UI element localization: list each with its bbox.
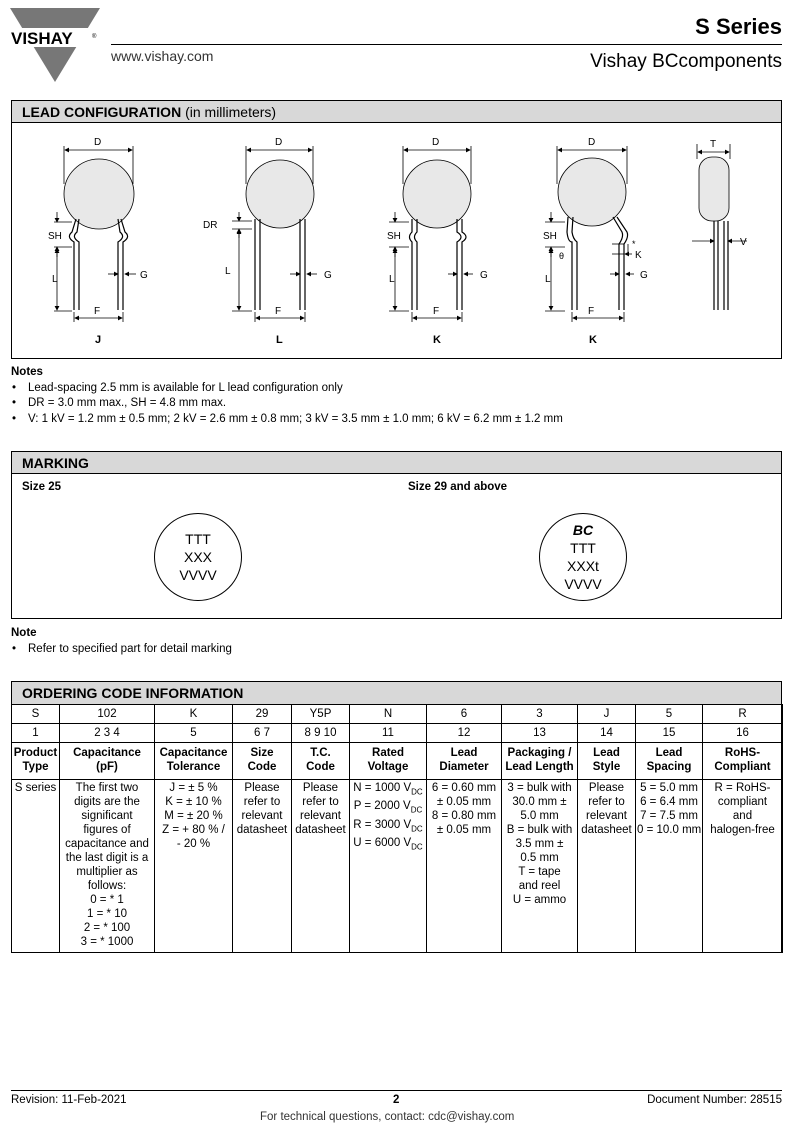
- size25-label: Size 25: [22, 481, 61, 493]
- lead-config-notes: Notes • Lead-spacing 2.5 mm is available for L lead configuration only • DR = 3.0 mm max., SH = 4.8 mm max. • V: 1 kV = 1.2 mm ± 0.5 mm; 2 kV = 2.6 mm ± 0.8 mm; 3 kV = 3.5 mm ± 1.0 mm; 6 kV = 6.2 mm ± 1.2 mm: [11, 365, 563, 427]
- svg-text:D: D: [432, 137, 440, 148]
- marking-title: MARKING: [12, 452, 781, 474]
- table-cell: Please refer to relevant datasheet: [578, 780, 636, 953]
- table-cell: Capacitance Tolerance: [155, 743, 233, 780]
- svg-text:SH: SH: [48, 231, 62, 242]
- svg-text:SH: SH: [543, 231, 557, 242]
- table-cell: Product Type: [12, 743, 60, 780]
- footer-page-number: 2: [393, 1094, 400, 1106]
- svg-text:G: G: [140, 270, 148, 281]
- table-cell: The first two digits are the significant figures of capacitance and the last digit is a multiplier as follows: 0 = * 1 1 = * 10 2 = * 100 3 = * 1000: [60, 780, 155, 953]
- svg-text:L: L: [276, 334, 283, 346]
- lead-config-diagrams: [12, 124, 781, 359]
- table-cell: 1: [12, 724, 60, 743]
- footer-document-number: Document Number: 28515: [647, 1094, 782, 1106]
- footer-rule: [11, 1090, 782, 1091]
- series-title: S Series: [695, 14, 782, 39]
- logo-text: VISHAY: [11, 29, 73, 48]
- table-cell: 15: [636, 724, 703, 743]
- table-cell: 5: [155, 724, 233, 743]
- table-cell: 8 9 10: [292, 724, 350, 743]
- diagram-side-view: [692, 139, 747, 310]
- header-rule: [111, 44, 782, 45]
- table-cell: 14: [578, 724, 636, 743]
- svg-text:D: D: [94, 137, 102, 148]
- svg-text:L: L: [225, 266, 231, 277]
- table-cell: Capacitance (pF): [60, 743, 155, 780]
- svg-text:L: L: [52, 274, 58, 285]
- table-cell: Please refer to relevant datasheet: [233, 780, 292, 953]
- table-cell: Packaging / Lead Length: [502, 743, 578, 780]
- table-cell: 102: [60, 705, 155, 724]
- note-item: • Lead-spacing 2.5 mm is available for L lead configuration only: [11, 381, 563, 397]
- table-row-code: [12, 705, 783, 724]
- note-item: • Refer to specified part for detail marking: [11, 642, 232, 658]
- svg-text:*: *: [632, 239, 636, 249]
- diagram-k-theta: [543, 137, 648, 346]
- table-cell: 12: [427, 724, 502, 743]
- table-cell: S series: [12, 780, 60, 953]
- table-cell: K: [155, 705, 233, 724]
- svg-text:T: T: [710, 139, 717, 150]
- table-row-position: [12, 724, 783, 743]
- diagram-j: [48, 137, 148, 346]
- table-cell: 13: [502, 724, 578, 743]
- table-cell: Please refer to relevant datasheet: [292, 780, 350, 953]
- svg-text:θ: θ: [559, 251, 565, 261]
- footer-revision: Revision: 11-Feb-2021: [11, 1094, 127, 1106]
- size29-label: Size 29 and above: [408, 481, 508, 493]
- svg-text:F: F: [433, 306, 440, 317]
- table-cell: Size Code: [233, 743, 292, 780]
- ordering-table: [11, 704, 783, 953]
- svg-text:G: G: [640, 270, 648, 281]
- table-cell: Lead Spacing: [636, 743, 703, 780]
- table-cell: R: [703, 705, 783, 724]
- table-cell: 16: [703, 724, 783, 743]
- svg-text:G: G: [324, 270, 332, 281]
- lead-config-section: [11, 100, 782, 359]
- svg-text:K: K: [589, 334, 597, 346]
- table-cell: 6 7: [233, 724, 292, 743]
- table-cell: N: [350, 705, 427, 724]
- table-row-detail: [12, 780, 783, 953]
- table-cell: 6 = 0.60 mm ± 0.05 mm 8 = 0.80 mm ± 0.05 mm: [427, 780, 502, 953]
- table-cell: Rated Voltage: [350, 743, 427, 780]
- ordering-section: [11, 681, 782, 953]
- marking-section: [11, 451, 782, 619]
- ordering-title: ORDERING CODE INFORMATION: [12, 682, 781, 704]
- svg-text:J: J: [95, 334, 102, 346]
- table-cell: S: [12, 705, 60, 724]
- svg-text:L: L: [545, 274, 551, 285]
- table-cell: Y5P: [292, 705, 350, 724]
- table-cell: Lead Diameter: [427, 743, 502, 780]
- table-cell: J = ± 5 % K = ± 10 % M = ± 20 % Z = + 80 % / - 20 %: [155, 780, 233, 953]
- table-cell: Lead Style: [578, 743, 636, 780]
- website-link[interactable]: www.vishay.com: [111, 48, 214, 64]
- vishay-logo: [10, 8, 100, 82]
- table-cell: R = RoHS- compliant and halogen-free: [703, 780, 783, 953]
- table-cell: T.C. Code: [292, 743, 350, 780]
- svg-text:G: G: [480, 270, 488, 281]
- footer-contact: For technical questions, contact: cdc@vishay.com: [260, 1111, 515, 1123]
- table-cell: J: [578, 705, 636, 724]
- svg-text:F: F: [94, 306, 101, 317]
- svg-text:L: L: [389, 274, 395, 285]
- table-row-header: [12, 743, 783, 780]
- svg-text:®: ®: [92, 34, 97, 40]
- marking-circle-size25: TTT XXX VVVV: [154, 513, 242, 601]
- svg-text:K: K: [635, 250, 642, 261]
- table-cell: N = 1000 $V_{DC}$ P = 2000 $V_{DC}$ R = 3000 $V_{DC}$ U = 6000 $V_{DC}$: [350, 780, 427, 953]
- diagram-k: [387, 137, 488, 346]
- svg-text:F: F: [588, 306, 595, 317]
- svg-text:DR: DR: [203, 220, 218, 231]
- marking-notes: Note • Refer to specified part for detail marking: [11, 626, 232, 657]
- table-cell: 11: [350, 724, 427, 743]
- svg-text:F: F: [275, 306, 282, 317]
- note-item: • V: 1 kV = 1.2 mm ± 0.5 mm; 2 kV = 2.6 mm ± 0.8 mm; 3 kV = 3.5 mm ± 1.0 mm; 6 kV = 6.2 mm ± 1.2 mm: [11, 412, 563, 428]
- svg-text:K: K: [433, 334, 441, 346]
- table-cell: 5: [636, 705, 703, 724]
- marking-circle-size29: BC TTT XXXt VVVV: [539, 513, 627, 601]
- company-name: Vishay BCcomponents: [590, 51, 782, 72]
- table-cell: 3 = bulk with 30.0 mm ± 5.0 mm B = bulk with 3.5 mm ± 0.5 mm T = tape and reel U = ammo: [502, 780, 578, 953]
- table-cell: 6: [427, 705, 502, 724]
- diagram-l: [203, 137, 332, 346]
- table-cell: 29: [233, 705, 292, 724]
- table-cell: 5 = 5.0 mm 6 = 6.4 mm 7 = 7.5 mm 0 = 10.0 mm: [636, 780, 703, 953]
- table-cell: 3: [502, 705, 578, 724]
- svg-text:D: D: [275, 137, 283, 148]
- table-cell: 2 3 4: [60, 724, 155, 743]
- svg-text:V: V: [740, 237, 747, 248]
- lead-config-title: LEAD CONFIGURATION (in millimeters): [12, 101, 781, 123]
- svg-text:D: D: [588, 137, 596, 148]
- svg-text:SH: SH: [387, 231, 401, 242]
- note-item: • DR = 3.0 mm max., SH = 4.8 mm max.: [11, 396, 563, 412]
- table-cell: RoHS- Compliant: [703, 743, 783, 780]
